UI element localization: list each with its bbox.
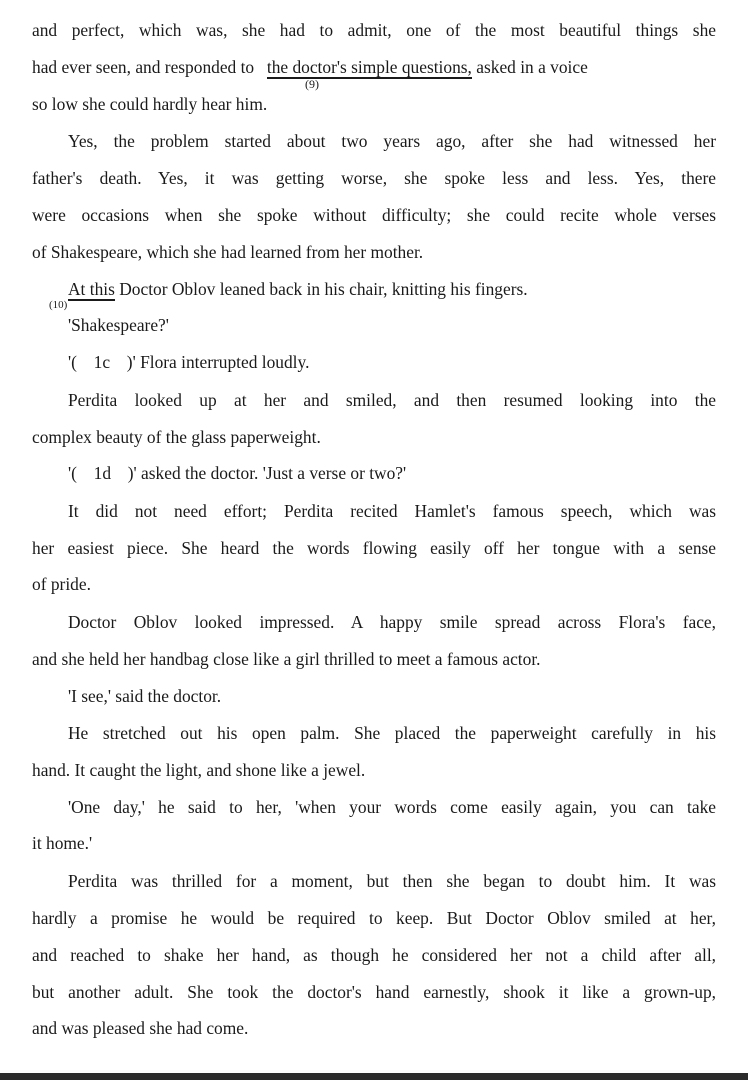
text-line: hardly a promise he would be required to keep. But Doctor Oblov smiled at her, [32,908,716,928]
text-segment: asked in a voice [476,57,588,77]
text-line: and she held her handbag close like a girl thrilled to meet a famous actor. [32,649,541,669]
text-line: and perfect, which was, she had to admit, one of the most beautiful things she [32,20,716,40]
text-segment: )' Flora interrupted loudly. [126,352,310,372]
text-line: 'Shakespeare?' [68,315,169,335]
text-line: and reached to shake her hand, as though he considered her not a child after all, [32,945,716,965]
question-marker-10: (10) [49,299,68,311]
text-line: 'I see,' said the doctor. [68,686,222,706]
open-quote-paren: '( [68,352,77,372]
text-line: so low she could hardly hear him. [32,94,268,114]
text-line: Perdita was thrilled for a moment, but then she began to doubt him. It was [68,871,716,891]
text-segment: Doctor Oblov leaned back in his chair, knitting his fingers. [119,279,528,299]
text-line: of pride. [32,574,91,594]
text-line: her easiest piece. She heard the words flowing easily off her tongue with a sense [32,538,716,558]
text-line: hand. It caught the light, and shone like a jewel. [32,760,366,780]
text-segment: had ever seen, and responded to [32,57,255,77]
text-segment: )' asked the doctor. 'Just a verse or two?' [127,463,407,483]
text-line: it home.' [32,833,93,853]
text-line [68,461,716,485]
question-marker-9: (9) [305,77,319,91]
text-line: of Shakespeare, which she had learned from her mother. [32,242,424,262]
text-line: were occasions when she spoke without difficulty; she could recite whole verses [32,205,716,225]
open-quote-paren: '( [68,463,77,483]
page-bottom-edge [0,1073,748,1080]
text-line: and was pleased she had come. [32,1018,249,1038]
text-line: Doctor Oblov looked impressed. A happy smile spread across Flora's face, [68,612,716,632]
text-line: Perdita looked up at her and smiled, and then resumed looking into the [68,390,716,410]
underlined-phrase-9: the doctor's simple questions, [266,57,472,77]
text-line: but another adult. She took the doctor's hand earnestly, shook it like a grown-up, [32,982,716,1002]
text-line: It did not need effort; Perdita recited Hamlet's famous speech, which was [68,501,716,521]
text-line [68,277,716,301]
text-line [32,55,716,79]
text-line: father's death. Yes, it was getting worse, she spoke less and less. Yes, there [32,168,716,188]
text-line: Yes, the problem started about two years ago, after she had witnessed her [68,131,716,151]
underlined-phrase-10: At this [68,279,115,299]
text-line: He stretched out his open palm. She placed the paperweight carefully in his [68,723,716,743]
text-line [68,350,716,374]
blank-label-1c: 1c [93,352,111,372]
blank-label-1d: 1d [93,463,112,483]
text-line: 'One day,' he said to her, 'when your words come easily again, you can take [68,797,716,817]
text-line: complex beauty of the glass paperweight. [32,427,321,447]
